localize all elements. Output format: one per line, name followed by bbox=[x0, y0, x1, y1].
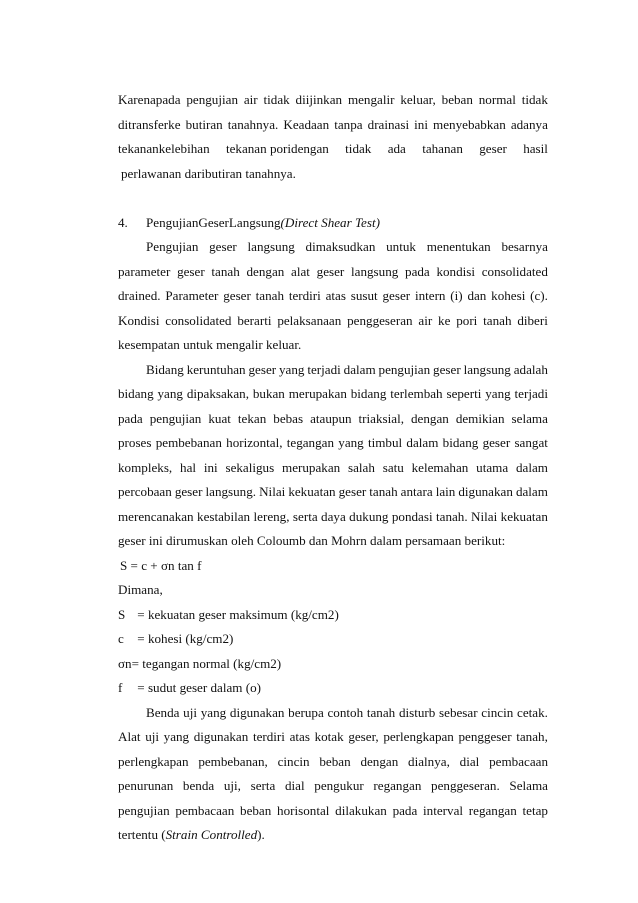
word: pondasi bbox=[391, 508, 433, 524]
word: beban bbox=[441, 92, 473, 107]
word: proses bbox=[118, 435, 152, 450]
word: Parameter bbox=[165, 288, 219, 303]
word: butiran bbox=[185, 116, 223, 132]
paragraph-1 bbox=[118, 88, 548, 162]
word: kekuatan bbox=[288, 484, 336, 499]
definition-c bbox=[118, 627, 548, 652]
word: yang bbox=[200, 704, 227, 720]
word: tanah. bbox=[436, 508, 468, 524]
word: pengujian bbox=[118, 802, 170, 818]
text-line bbox=[118, 88, 548, 113]
word: ke bbox=[438, 312, 451, 328]
word: terjadi bbox=[514, 386, 548, 401]
word: Pengujian bbox=[146, 239, 199, 254]
word: merencanakan bbox=[118, 508, 194, 524]
word: merupakan bbox=[288, 386, 347, 401]
word: tegangan bbox=[286, 435, 335, 450]
word: yang bbox=[485, 386, 511, 401]
paragraph-4 bbox=[118, 701, 548, 824]
word: yang bbox=[157, 386, 183, 401]
text-line bbox=[118, 235, 548, 260]
word: satu bbox=[382, 459, 404, 475]
word: adalah bbox=[513, 361, 548, 377]
word: uji, bbox=[223, 778, 241, 793]
word: cincin bbox=[481, 704, 514, 720]
text-line bbox=[118, 799, 548, 824]
word: dengan bbox=[246, 263, 285, 279]
word: geser bbox=[482, 435, 511, 450]
word: tanah bbox=[255, 288, 285, 303]
word: cincin bbox=[277, 753, 310, 769]
word: penggeseran bbox=[347, 312, 413, 328]
definition-text: = kekuatan geser maksimum (kg/cm2) bbox=[137, 606, 339, 622]
word: digunakan bbox=[193, 729, 249, 744]
word: terdiri bbox=[288, 288, 321, 303]
word: Keadaan bbox=[283, 116, 330, 132]
word: pengukur bbox=[314, 778, 364, 793]
word: Karenapada bbox=[118, 92, 181, 107]
word: pembacaan bbox=[175, 802, 235, 818]
word: hal bbox=[180, 459, 197, 475]
word: air bbox=[243, 92, 258, 107]
word: terjadi bbox=[307, 361, 341, 377]
word: pada bbox=[118, 410, 143, 426]
word: menentukan bbox=[426, 239, 491, 254]
paragraph-1-last-line: perlawanan daributiran tanahnya. bbox=[121, 165, 296, 181]
word: kuat bbox=[208, 410, 231, 426]
word: tanah bbox=[369, 484, 398, 499]
definition-f bbox=[118, 676, 548, 701]
text-line bbox=[118, 725, 548, 750]
word: tanah bbox=[211, 263, 240, 279]
word: keruntuhan bbox=[186, 361, 246, 377]
word: bidang bbox=[442, 435, 479, 450]
word: kohesi bbox=[491, 288, 526, 303]
word: hasil bbox=[523, 141, 548, 156]
word: dalam bbox=[406, 435, 439, 450]
word: parameter bbox=[118, 263, 171, 279]
text-line bbox=[118, 382, 548, 407]
word: penggeser bbox=[458, 729, 512, 744]
word: sebesar bbox=[439, 704, 478, 720]
word: terdiri bbox=[252, 729, 285, 744]
word: pori bbox=[456, 312, 478, 328]
word: Kondisi bbox=[118, 312, 160, 328]
word: horisontal bbox=[277, 802, 330, 818]
word: geser bbox=[209, 239, 237, 254]
word: sangat bbox=[514, 435, 548, 450]
word: Alat bbox=[118, 729, 141, 744]
text-line bbox=[118, 284, 548, 309]
text-line bbox=[118, 309, 548, 334]
word: ini bbox=[203, 459, 218, 475]
word: seperti bbox=[446, 386, 482, 401]
word: pada bbox=[392, 802, 418, 818]
word: langsung bbox=[247, 239, 295, 254]
word: tanahnya. bbox=[227, 116, 279, 132]
section-title-italic: (Direct Shear Test) bbox=[280, 214, 380, 230]
word: pelaksanaan bbox=[277, 312, 342, 328]
paragraph-3-last-line: geser ini dirumuskan oleh Coloumb dan Mohrn dalam persamaan berikut: bbox=[118, 533, 506, 548]
word: terlembah bbox=[390, 386, 443, 401]
word: merupakan bbox=[282, 459, 341, 475]
dimana-label: Dimana, bbox=[118, 582, 163, 597]
paragraph-4-last-line bbox=[118, 823, 548, 848]
word: perlengkapan bbox=[383, 729, 454, 744]
definition-s bbox=[118, 603, 548, 628]
word: uji bbox=[183, 704, 197, 720]
word: dipaksakan, bbox=[186, 386, 249, 401]
word: air bbox=[418, 312, 433, 328]
text-line bbox=[118, 701, 548, 726]
paragraph-2 bbox=[118, 235, 548, 333]
text-line bbox=[118, 137, 548, 162]
word: geser bbox=[177, 263, 205, 279]
paragraph-2-last-line: kesempatan untuk mengalir keluar. bbox=[118, 337, 302, 352]
word: pembebanan, bbox=[198, 753, 268, 769]
definition-symbol: σn bbox=[118, 655, 132, 671]
word: pengujian bbox=[186, 92, 238, 107]
document-body bbox=[118, 88, 548, 848]
word: interval bbox=[423, 802, 464, 818]
word: lereng, bbox=[253, 508, 290, 524]
word: dimaksudkan bbox=[305, 239, 376, 254]
word: pembebanan bbox=[155, 435, 222, 450]
word: tekanankelebihan bbox=[118, 141, 210, 156]
word: geser bbox=[433, 361, 461, 377]
word: dukung bbox=[349, 508, 389, 524]
word: dengan bbox=[411, 410, 449, 426]
word: consolidated bbox=[165, 312, 232, 328]
spacer bbox=[118, 186, 548, 211]
word: intern bbox=[414, 288, 446, 303]
word: beban bbox=[240, 802, 272, 818]
word: alat bbox=[291, 263, 310, 279]
word: penurunan bbox=[118, 778, 174, 793]
text-line bbox=[118, 431, 548, 456]
last-line-italic: Strain Controlled bbox=[165, 827, 258, 842]
word: beban bbox=[319, 753, 351, 769]
text-line bbox=[118, 260, 548, 285]
word: horizontal, bbox=[226, 435, 283, 450]
text-line bbox=[118, 456, 548, 481]
word: pengujian bbox=[149, 410, 202, 426]
word: kelemahan bbox=[411, 459, 469, 475]
definition-symbol: f bbox=[118, 680, 123, 695]
word: diberi bbox=[517, 312, 548, 328]
definition-text: = sudut geser dalam (o) bbox=[137, 680, 262, 695]
text-line bbox=[118, 480, 548, 505]
word: ditransferke bbox=[118, 116, 181, 132]
section-heading bbox=[118, 211, 548, 236]
word: tanpa bbox=[334, 116, 363, 132]
word: timbul bbox=[367, 435, 403, 450]
word: geser, bbox=[348, 729, 379, 744]
word: menyebabkan bbox=[433, 116, 506, 132]
word: bidang bbox=[350, 386, 387, 401]
word: tidak bbox=[345, 141, 372, 156]
word: (i) bbox=[450, 288, 463, 303]
word: regangan bbox=[373, 778, 422, 793]
word: digunakan bbox=[458, 484, 513, 499]
definition-text: = kohesi (kg/cm2) bbox=[137, 631, 234, 646]
word: bukan bbox=[252, 386, 285, 401]
word: pengujian bbox=[378, 361, 431, 377]
word: geser bbox=[223, 288, 251, 303]
word: bebas bbox=[273, 410, 304, 426]
word: tahanan bbox=[422, 141, 463, 156]
word: yang bbox=[279, 361, 305, 377]
word: geser bbox=[382, 288, 411, 303]
word: Benda bbox=[146, 704, 180, 720]
word: antara bbox=[400, 484, 433, 499]
word: drained. bbox=[118, 288, 161, 303]
word: drainasi bbox=[367, 116, 410, 132]
word: ini bbox=[414, 116, 428, 132]
word: perlengkapan bbox=[118, 753, 189, 769]
section-number: 4. bbox=[118, 214, 128, 230]
word: untuk bbox=[386, 239, 416, 254]
word: yang bbox=[163, 729, 190, 744]
word: serta bbox=[292, 508, 318, 524]
word: regangan bbox=[468, 802, 517, 818]
word: langsung bbox=[351, 263, 399, 279]
definition-symbol: c bbox=[118, 631, 124, 646]
word: contoh bbox=[327, 704, 364, 720]
word: kondisi bbox=[436, 263, 476, 279]
word: percobaan bbox=[118, 484, 172, 499]
word: salah bbox=[348, 459, 375, 475]
word: kompleks, bbox=[118, 459, 173, 475]
word: daya bbox=[321, 508, 346, 524]
word: ataupun bbox=[310, 410, 352, 426]
word: triaksial, bbox=[358, 410, 404, 426]
word: uji bbox=[145, 729, 160, 744]
word: penggeseran. bbox=[431, 778, 500, 793]
word: Nilai bbox=[471, 508, 498, 524]
last-line-prefix: tertentu ( bbox=[118, 827, 166, 842]
word: dilakukan bbox=[335, 802, 387, 818]
word: pembacaan bbox=[489, 753, 548, 769]
definition-text: = tegangan normal (kg/cm2) bbox=[131, 655, 282, 671]
word: geser bbox=[479, 141, 507, 156]
word: berarti bbox=[237, 312, 272, 328]
word: atas bbox=[325, 288, 346, 303]
section-title: PengujianGeserLangsung bbox=[146, 214, 281, 230]
word: sekaligus bbox=[225, 459, 275, 475]
word: tetap bbox=[522, 802, 548, 818]
word: tanah, bbox=[516, 729, 548, 744]
word: atas bbox=[289, 729, 310, 744]
text-line bbox=[118, 774, 548, 799]
word: kotak bbox=[314, 729, 344, 744]
word: dialnya, bbox=[408, 753, 450, 769]
word: dial bbox=[284, 778, 305, 793]
word: disturb bbox=[398, 704, 436, 720]
definition-sigma-n bbox=[118, 652, 548, 677]
word: benda bbox=[182, 778, 215, 793]
word: geser bbox=[248, 361, 277, 377]
text-line bbox=[118, 750, 548, 775]
word: langsung. bbox=[205, 484, 257, 499]
word: tekan bbox=[237, 410, 267, 426]
word: kestabilan bbox=[197, 508, 251, 524]
definition-symbol: S bbox=[118, 606, 126, 622]
word: serta bbox=[250, 778, 276, 793]
text-line bbox=[118, 505, 548, 530]
word: diijinkan bbox=[295, 92, 343, 107]
word: dalam bbox=[515, 484, 548, 499]
word: digunakan bbox=[229, 704, 285, 720]
word: berupa bbox=[288, 704, 324, 720]
word: geser bbox=[316, 263, 345, 279]
word: tanah bbox=[366, 704, 396, 720]
word: dan bbox=[467, 288, 487, 303]
word: adanya bbox=[510, 116, 548, 132]
word: lain bbox=[435, 484, 456, 499]
word: tidak bbox=[521, 92, 548, 107]
word: cetak. bbox=[517, 704, 548, 720]
word: utama bbox=[476, 459, 509, 475]
word: pada bbox=[405, 263, 430, 279]
word: selama bbox=[511, 410, 548, 426]
word: geser bbox=[174, 484, 203, 499]
word: tanah bbox=[483, 312, 512, 328]
word: mengalir bbox=[347, 92, 395, 107]
word: tekanan poridengan bbox=[225, 141, 329, 156]
paragraph-3 bbox=[118, 358, 548, 530]
shear-strength-formula: S = c + σn tan f bbox=[120, 557, 202, 573]
word: (c). bbox=[530, 288, 548, 303]
word: besarnya bbox=[501, 239, 548, 254]
word: yang bbox=[338, 435, 364, 450]
word: demikian bbox=[455, 410, 505, 426]
word: Bidang bbox=[146, 361, 184, 377]
word: susut bbox=[350, 288, 378, 303]
text-line bbox=[118, 407, 548, 432]
word: Selama bbox=[509, 778, 548, 793]
word: Nilai bbox=[259, 484, 286, 499]
word: dalam bbox=[343, 361, 376, 377]
word: dial bbox=[459, 753, 480, 769]
word: tidak bbox=[263, 92, 290, 107]
text-line bbox=[118, 358, 548, 383]
word: langsung bbox=[463, 361, 511, 377]
text-line bbox=[118, 113, 548, 138]
word: consolidated bbox=[481, 263, 548, 279]
word: dengan bbox=[360, 753, 399, 769]
word: kekuatan bbox=[500, 508, 548, 524]
word: ada bbox=[387, 141, 406, 156]
word: normal bbox=[478, 92, 516, 107]
word: keluar, bbox=[400, 92, 436, 107]
word: dalam bbox=[515, 459, 548, 475]
word: geser bbox=[338, 484, 367, 499]
word: bidang bbox=[118, 386, 154, 401]
last-line-suffix: ). bbox=[257, 827, 265, 842]
